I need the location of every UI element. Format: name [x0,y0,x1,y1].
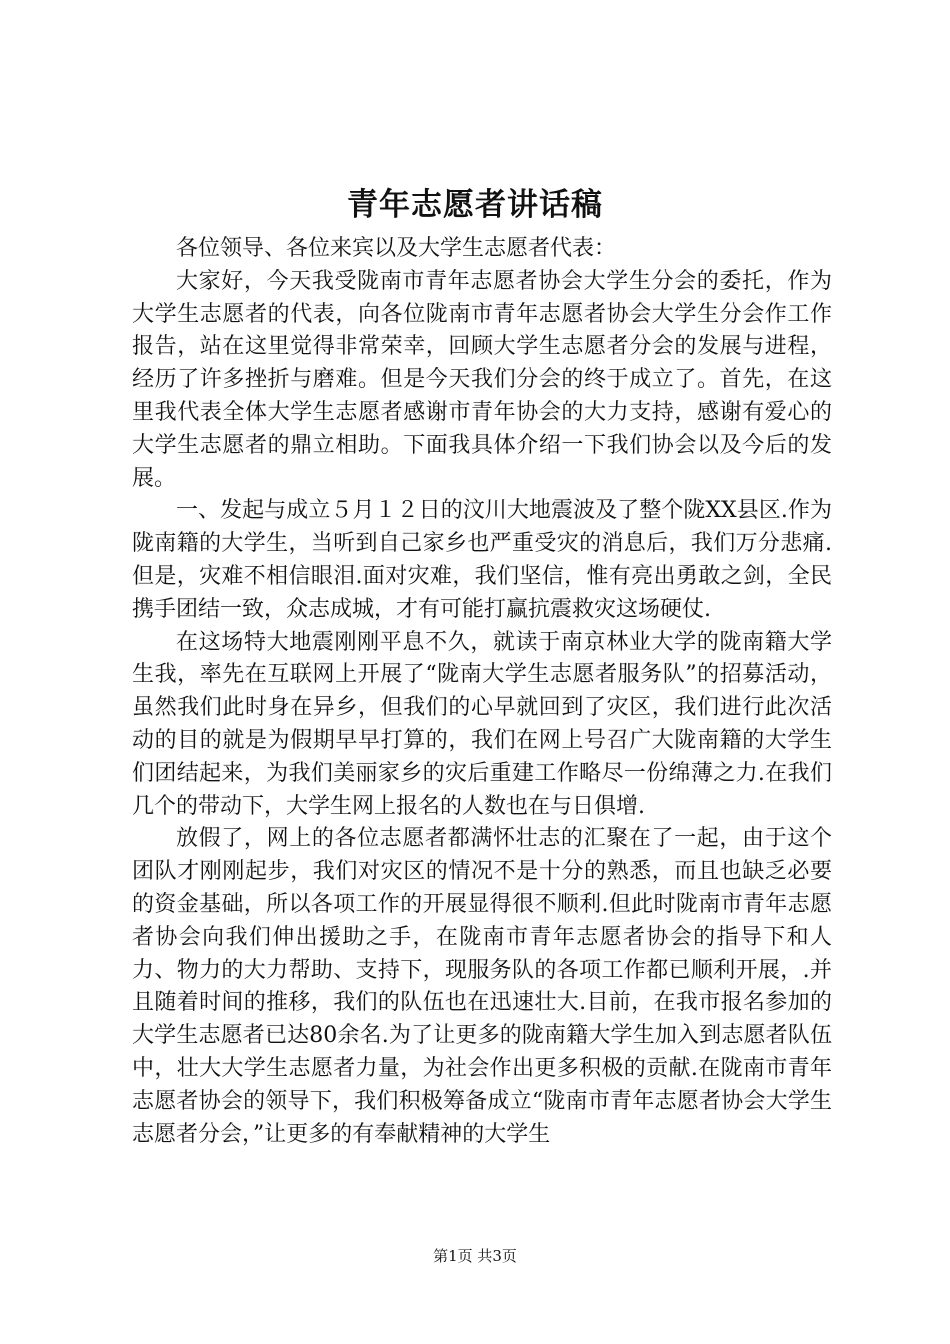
paragraph-development: 放假了，网上的各位志愿者都满怀壮志的汇聚在了一起，由于这个团队才刚刚起步，我们对灾区的情况不是十分的熟悉，而且也缺乏必要的资金基础，所以各项工作的开展显得很不顺利.但此时陇南市青年志愿者协会向我们伸出援助之手，在陇南市青年志愿者协会的指导下和人力、物力的大力帮助、支持下，现服务队的各项工作都已顺利开展，.并且随着时间的推移，我们的队伍也在迅速壮大.目前，在我市报名参加的大学生志愿者已达80余名.为了让更多的陇南籍大学生加入到志愿者队伍中，壮大大学生志愿者力量，为社会作出更多积极的贡献.在陇南市青年志愿者协会的领导下，我们积极筹备成立“陇南市青年志愿者协会大学生志愿者分会，”让更多的有奉献精神的大学生 [132,826,832,1147]
paragraph-section-one: 一、发起与成立５月１２日的汶川大地震波及了整个陇XX县区.作为陇南籍的大学生，当听到自己家乡也严重受灾的消息后，我们万分悲痛.但是，灾难不相信眼泪.面对灾难，我们坚信，惟有亮出勇敢之剑，全民携手团结一致，众志成城，才有可能打赢抗震救灾这场硬仗. [132,498,832,622]
page-footer: 第1页 共3页 [433,1247,517,1265]
document-body [132,233,832,1151]
paragraph-recruitment: 在这场特大地震刚刚平息不久，就读于南京林业大学的陇南籍大学生我，率先在互联网上开展了“陇南大学生志愿者服务队”的招募活动，虽然我们此时身在异乡，但我们的心早就回到了灾区，我们进行此次活动的目的就是为假期早早打算的，我们在网上号召广大陇南籍的大学生们团结起来，为我们美丽家乡的灾后重建工作略尽一份绵薄之力.在我们几个的带动下，大学生网上报名的人数也在与日俱增. [132,629,832,819]
document-title: 青年志愿者讲话稿 [347,187,603,223]
paragraph-greeting: 大家好，今天我受陇南市青年志愿者协会大学生分会的委托，作为大学生志愿者的代表，向各位陇南市青年志愿者协会大学生分会作工作报告，站在这里觉得非常荣幸，回顾大学生志愿者分会的发展与进程，经历了许多挫折与磨难。但是今天我们分会的终于成立了。首先，在这里我代表全体大学生志愿者感谢市青年协会的大力支持，感谢有爱心的大学生志愿者的鼎立相助。下面我具体介绍一下我们协会以及今后的发展。 [132,268,832,491]
paragraph-salutation: 各位领导、各位来宾以及大学生志愿者代表： [176,236,617,261]
